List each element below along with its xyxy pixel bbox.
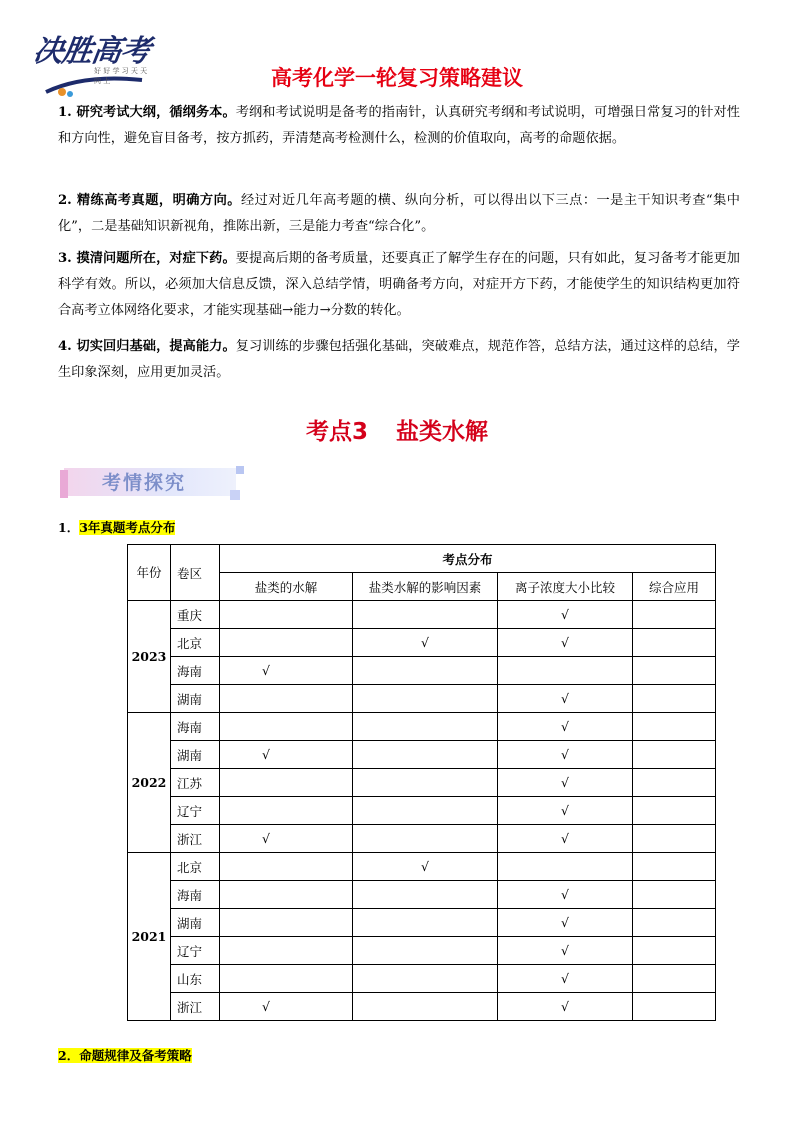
check-cell xyxy=(633,713,716,741)
paragraph-3 xyxy=(58,246,740,324)
check-cell: √ xyxy=(353,629,498,657)
paragraph-1-body: 考纲和考试说明是备考的指南针，认真研究考纲和考试说明，可增强日常复习的针对性和方向性，避免盲目备考，按方抓药，弄清楚高考检测什么，检测的价值取向，高考的命题依据。 xyxy=(58,105,740,146)
table-row xyxy=(128,881,716,909)
region-cell: 海南 xyxy=(171,881,220,909)
paragraph-2-body: 经过对近几年高考题的横、纵向分析，可以得出以下三点：一是主干知识考查“集中化”，二是基础知识新视角，推陈出新，三是能力考查“综合化”。 xyxy=(58,193,740,234)
check-cell: √ xyxy=(498,713,633,741)
check-cell xyxy=(353,713,498,741)
check-cell: √ xyxy=(498,741,633,769)
section-label: 考点3 xyxy=(305,419,368,445)
check-cell xyxy=(633,853,716,881)
subheading-1-text: 3年真题考点分布 xyxy=(79,520,176,535)
check-cell xyxy=(633,881,716,909)
check-cell: √ xyxy=(498,769,633,797)
region-cell: 辽宁 xyxy=(171,797,220,825)
check-cell xyxy=(633,769,716,797)
page-title: 高考化学一轮复习策略建议 xyxy=(271,66,523,90)
region-cell: 重庆 xyxy=(171,601,220,629)
section-title xyxy=(0,413,794,446)
paragraph-4-body: 复习训练的步骤包括强化基础，突破难点，规范作答，总结方法，通过这样的总结，学生印象深刻，应用更加灵活。 xyxy=(58,339,740,380)
check-cell: √ xyxy=(220,993,353,1021)
table-row xyxy=(128,769,716,797)
check-cell: √ xyxy=(498,601,633,629)
check-cell xyxy=(353,601,498,629)
check-cell xyxy=(220,769,353,797)
region-cell: 海南 xyxy=(171,713,220,741)
table-row xyxy=(128,853,716,881)
exam-distribution-table xyxy=(127,544,716,1021)
check-cell: √ xyxy=(220,825,353,853)
check-cell: √ xyxy=(498,993,633,1021)
year-cell: 2021 xyxy=(128,853,171,1021)
check-cell: √ xyxy=(498,909,633,937)
check-cell xyxy=(353,741,498,769)
region-cell: 山东 xyxy=(171,965,220,993)
subheading-2-text: 命题规律及备考策略 xyxy=(79,1048,192,1063)
year-cell: 2023 xyxy=(128,601,171,713)
check-cell: √ xyxy=(220,741,353,769)
subheading-1 xyxy=(58,518,175,536)
region-cell: 湖南 xyxy=(171,741,220,769)
region-cell: 北京 xyxy=(171,853,220,881)
check-cell xyxy=(353,909,498,937)
check-cell: √ xyxy=(498,685,633,713)
check-cell xyxy=(220,685,353,713)
subheading-1-num: 1． xyxy=(58,520,80,535)
check-cell xyxy=(220,601,353,629)
check-cell xyxy=(220,965,353,993)
check-cell xyxy=(353,657,498,685)
check-cell xyxy=(498,853,633,881)
paragraph-1 xyxy=(58,100,740,152)
check-cell xyxy=(353,825,498,853)
check-cell xyxy=(633,993,716,1021)
check-cell xyxy=(353,965,498,993)
check-cell xyxy=(353,937,498,965)
header-col-4: 综合应用 xyxy=(633,573,716,601)
header-region: 卷区 xyxy=(171,545,220,601)
check-cell xyxy=(353,881,498,909)
table-row xyxy=(128,685,716,713)
table-row xyxy=(128,909,716,937)
table-row xyxy=(128,825,716,853)
table-row xyxy=(128,797,716,825)
check-cell xyxy=(633,797,716,825)
check-cell xyxy=(353,993,498,1021)
check-cell xyxy=(353,769,498,797)
check-cell: √ xyxy=(498,937,633,965)
paragraph-3-body: 要提高后期的备考质量，还要真正了解学生存在的问题，只有如此，复习备考才能更加科学有效。所以，必须加大信息反馈，深入总结学情，明确备考方向，对症开方下药，才能使学生的知识结构更加符合高考立体网络化要求，才能实现基础→能力→分数的转化。 xyxy=(58,251,740,318)
check-cell: √ xyxy=(498,965,633,993)
logo-text: 决胜高考 xyxy=(31,34,152,69)
table-header-row xyxy=(128,545,716,573)
check-cell xyxy=(633,685,716,713)
region-cell: 辽宁 xyxy=(171,937,220,965)
table-row xyxy=(128,601,716,629)
check-cell: √ xyxy=(220,657,353,685)
logo-slogan: 好 好 学 习 天 天 向 上 xyxy=(94,67,148,85)
check-cell xyxy=(633,657,716,685)
year-cell: 2022 xyxy=(128,713,171,853)
check-cell xyxy=(633,825,716,853)
header-topic-group: 考点分布 xyxy=(220,545,716,573)
region-cell: 北京 xyxy=(171,629,220,657)
header-year: 年份 xyxy=(128,545,171,601)
paragraph-2 xyxy=(58,188,740,240)
check-cell: √ xyxy=(498,629,633,657)
region-cell: 江苏 xyxy=(171,769,220,797)
check-cell xyxy=(633,629,716,657)
check-cell xyxy=(353,685,498,713)
section-banner xyxy=(60,464,246,502)
check-cell: √ xyxy=(353,853,498,881)
paragraph-2-lead: 2. 精练高考真题，明确方向。 xyxy=(58,193,241,208)
check-cell: √ xyxy=(498,797,633,825)
check-cell xyxy=(633,909,716,937)
region-cell: 湖南 xyxy=(171,685,220,713)
table-row xyxy=(128,741,716,769)
check-cell xyxy=(220,937,353,965)
region-cell: 浙江 xyxy=(171,825,220,853)
check-cell xyxy=(220,881,353,909)
check-cell xyxy=(220,713,353,741)
region-cell: 海南 xyxy=(171,657,220,685)
subheading-2 xyxy=(58,1046,192,1064)
subheading-2-num: 2． xyxy=(58,1048,80,1063)
header-col-3: 离子浓度大小比较 xyxy=(498,573,633,601)
check-cell: √ xyxy=(498,881,633,909)
table-row xyxy=(128,629,716,657)
section-name: 盐类水解 xyxy=(396,419,488,445)
check-cell xyxy=(633,601,716,629)
header-col-2: 盐类水解的影响因素 xyxy=(353,573,498,601)
table-row xyxy=(128,657,716,685)
table-row xyxy=(128,713,716,741)
check-cell xyxy=(353,797,498,825)
check-cell xyxy=(633,937,716,965)
check-cell xyxy=(633,741,716,769)
check-cell xyxy=(220,909,353,937)
region-cell: 浙江 xyxy=(171,993,220,1021)
check-cell xyxy=(220,853,353,881)
paragraph-3-lead: 3. 摸清问题所在，对症下药。 xyxy=(58,251,236,266)
paragraph-4 xyxy=(58,334,740,386)
table-row xyxy=(128,965,716,993)
table-row xyxy=(128,937,716,965)
banner-text: 考情探究 xyxy=(102,472,187,494)
paragraph-4-lead: 4. 切实回归基础，提高能力。 xyxy=(58,339,236,354)
paragraph-1-lead: 1. 研究考试大纲，循纲务本。 xyxy=(58,105,236,120)
check-cell: √ xyxy=(498,825,633,853)
check-cell xyxy=(220,797,353,825)
check-cell xyxy=(633,965,716,993)
check-cell xyxy=(498,657,633,685)
check-cell xyxy=(220,629,353,657)
table-row xyxy=(128,993,716,1021)
header-col-1: 盐类的水解 xyxy=(220,573,353,601)
region-cell: 湖南 xyxy=(171,909,220,937)
